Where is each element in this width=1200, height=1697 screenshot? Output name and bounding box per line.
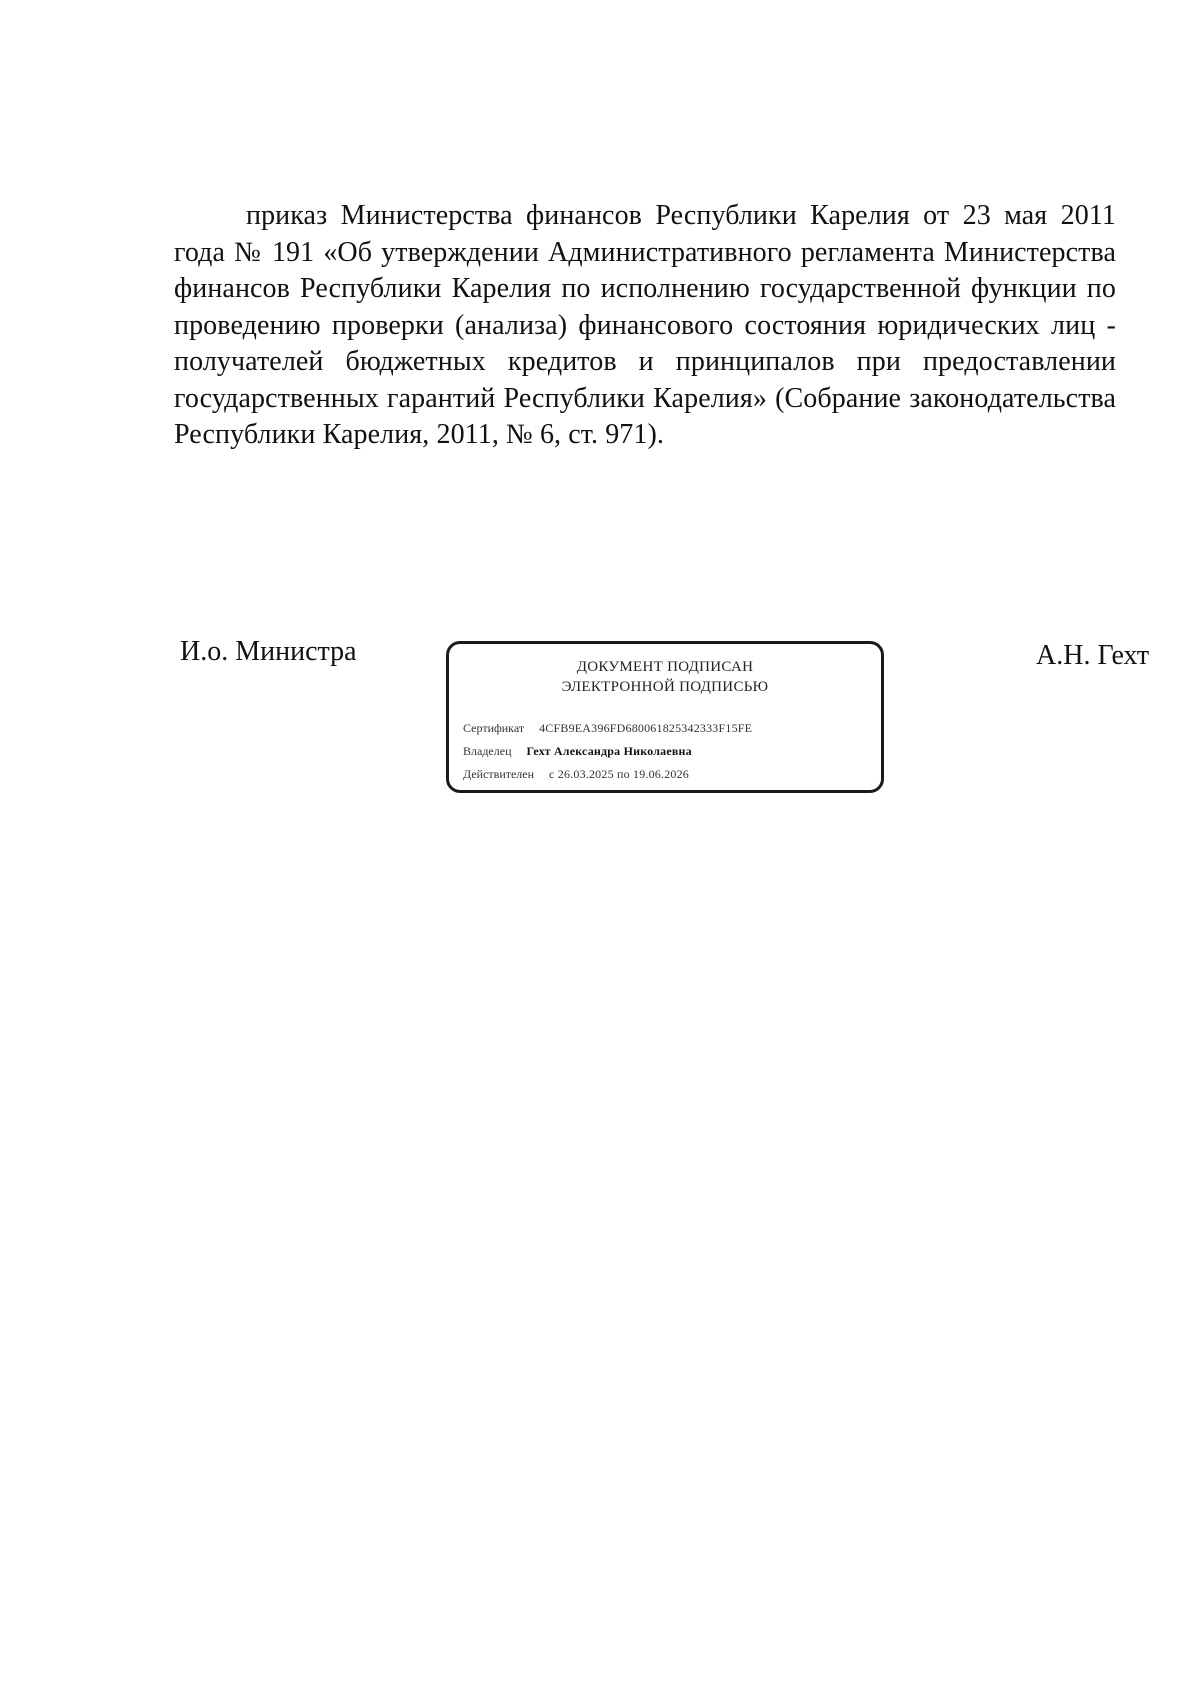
stamp-heading-line2: ЭЛЕКТРОННОЙ ПОДПИСЬЮ: [561, 679, 769, 695]
certificate-label: Сертификат: [463, 721, 525, 735]
stamp-certificate-row: [463, 721, 752, 736]
signatory-name: А.Н. Гехт: [1036, 640, 1150, 671]
validity-label: Действителен: [463, 767, 535, 781]
owner-value: Гехт Александра Николаевна: [526, 744, 692, 758]
stamp-heading-line1: ДОКУМЕНТ ПОДПИСАН: [576, 659, 754, 675]
owner-label: Владелец: [463, 744, 512, 758]
signatory-position: И.о. Министра: [180, 636, 357, 667]
electronic-signature-stamp: [446, 641, 884, 793]
certificate-value: 4CFB9EA396FD680061825342333F15FE: [539, 721, 753, 735]
stamp-heading: [449, 657, 881, 697]
stamp-validity-row: [463, 767, 689, 782]
stamp-owner-row: [463, 744, 692, 759]
body-paragraph: приказ Министерства финансов Республики Карелия от 23 мая 2011 года № 191 «Об утверждении Административного регламента Министерства финансов Республики Карелия по исполнению государственной функции по проведению проверки (анализа) финансового состояния юридических лиц - получателей бюджетных кредитов и принципалов при предоставлении государственных гарантий Республики Карелия» (Собрание законодательства Республики Карелия, 2011, № 6, ст. 971).: [174, 200, 1116, 450]
validity-value: с 26.03.2025 по 19.06.2026: [549, 767, 689, 781]
